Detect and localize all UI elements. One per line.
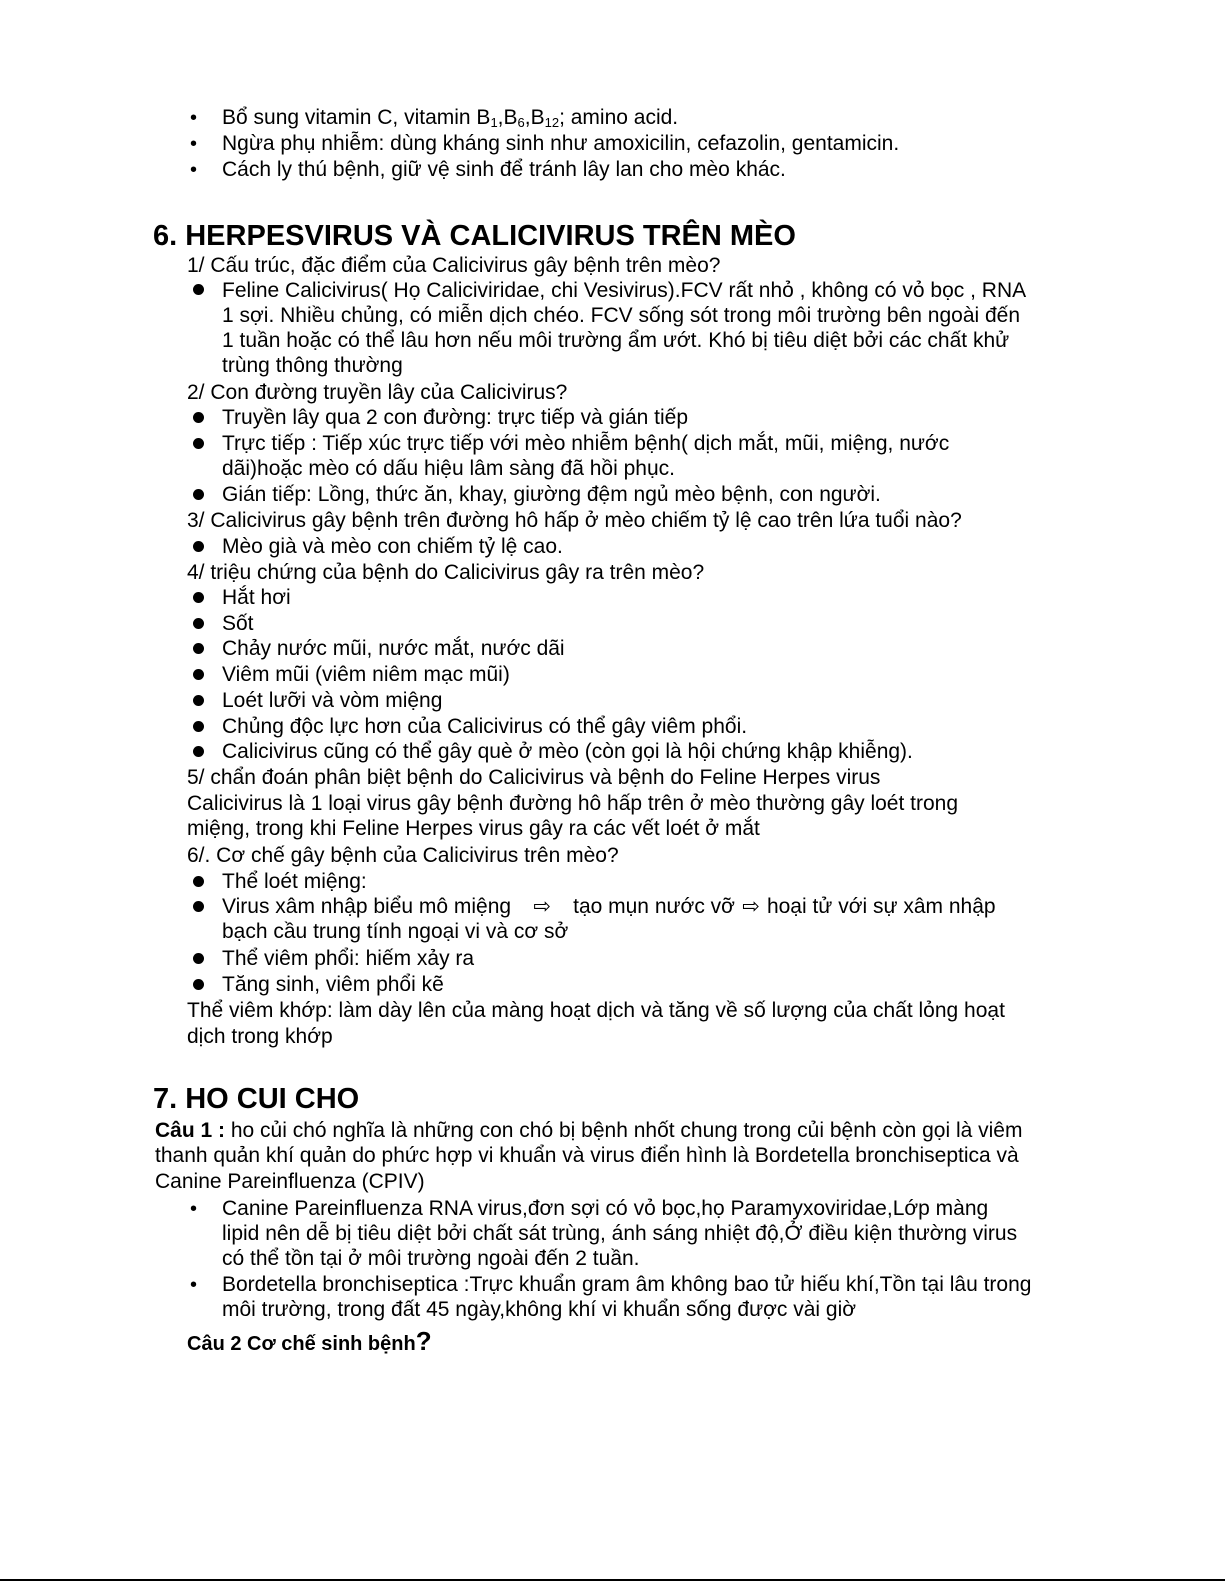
bullet-disc (193, 669, 204, 680)
question-mark: ? (415, 1326, 432, 1356)
vitamin-prefix: Bổ sung vitamin C, vitamin B (222, 106, 491, 129)
symptom-item: Loét lưỡi và vòm miệng (222, 689, 443, 712)
cpiv-line-3: có thể tồn tại ở môi trường ngoài đến 2 tuần. (222, 1247, 640, 1270)
bullet-dot: • (190, 133, 198, 155)
answer-2-item-3: Gián tiếp: Lồng, thức ăn, khay, giường đệm ngủ mèo bệnh, con người. (222, 483, 881, 506)
bullet-disc (193, 592, 204, 603)
mechanism-step-1: Virus xâm nhập biểu mô miệng (222, 895, 512, 918)
cau-1-line-2: thanh quản khí quản do phức hợp vi khuẩn và virus điển hình là Bordetella bronchiseptica và (155, 1144, 1019, 1167)
answer-2-item-2-line-1: Trực tiếp : Tiếp xúc trực tiếp với mèo nhiễm bệnh( dịch mắt, mũi, miệng, nước (222, 432, 950, 455)
bullet-disc (193, 618, 204, 629)
symptom-item: Sốt (222, 612, 254, 635)
subscript-6: 6 (517, 115, 525, 130)
vitamin-bullet (222, 105, 678, 131)
cau-1-line-1 (155, 1118, 1022, 1144)
bullet-dot: • (190, 107, 198, 129)
bullet-disc (193, 979, 204, 990)
cpiv-line-2: lipid nên dễ bị tiêu diệt bởi chất sát trùng, ánh sáng nhiệt độ,Ở điều kiện thường virus (222, 1222, 1018, 1245)
cau-2-heading (187, 1328, 432, 1357)
arrow-icon: ⇨ (742, 895, 760, 918)
symptom-item: Calicivirus cũng có thể gây què ở mèo (còn gọi là hội chứng khập khiễng). (222, 740, 913, 763)
answer-2-item-2-line-2: dãi)hoặc mèo có dấu hiệu lâm sàng đã hồi phục. (222, 457, 675, 480)
page-bottom-rule (0, 1579, 1225, 1581)
bullet-dot: • (190, 1274, 198, 1296)
cpiv-line-1: Canine Pareinfluenza RNA virus,đơn sợi có vỏ bọc,họ Paramyxoviridae,Lớp màng (222, 1197, 989, 1220)
symptom-item: Hắt hơi (222, 586, 291, 609)
answer-3: Mèo già và mèo con chiếm tỷ lệ cao. (222, 535, 563, 558)
subscript-1: 1 (490, 115, 498, 130)
symptom-item: Chảy nước mũi, nước mắt, nước dãi (222, 637, 565, 660)
answer-2-item-1: Truyền lây qua 2 con đường: trực tiếp và gián tiếp (222, 406, 689, 429)
bullet-disc (193, 284, 204, 295)
question-5: 5/ chẩn đoán phân biệt bệnh do Calicivirus và bệnh do Feline Herpes virus (187, 766, 881, 789)
bullet-dot: • (190, 1198, 198, 1220)
mechanism-item-2 (222, 894, 996, 920)
arrow-icon: ⇨ (533, 895, 551, 918)
mechanism-step-3: hoại tử với sự xâm nhập (766, 895, 996, 918)
answer-1-line-4: trùng thông thường (222, 354, 403, 377)
bullet-disc (193, 721, 204, 732)
bordetella-line-2: môi trường, trong đất 45 ngày,không khí vi khuẩn sống được vài giờ (222, 1298, 857, 1321)
bullet-disc (193, 489, 204, 500)
answer-1-line-2: 1 sợi. Nhiều chủng, có miễn dịch chéo. FCV sống sót trong môi trường bên ngoài đến (222, 304, 1021, 327)
cau-1-text: ho củi chó nghĩa là những con chó bị bệnh nhốt chung trong củi bệnh còn gọi là viêm (225, 1119, 1023, 1142)
answer-5-line-1: Calicivirus là 1 loại virus gây bệnh đường hô hấp trên ở mèo thường gây loét trong (187, 792, 959, 815)
bullet-disc (193, 746, 204, 757)
mechanism-step-2: tạo mụn nước vỡ (573, 895, 735, 918)
bullet-disc (193, 901, 204, 912)
section-7-heading: 7. HO CUI CHO (153, 1083, 360, 1115)
mechanism-tail-line-1: Thể viêm khớp: làm dày lên của màng hoạt dịch và tăng về số lượng của chất lỏng hoạt (187, 999, 1005, 1022)
section-6-heading: 6. HERPESVIRUS VÀ CALICIVIRUS TRÊN MÈO (153, 220, 796, 252)
bullet-disc (193, 438, 204, 449)
bullet-disc (193, 541, 204, 552)
question-4: 4/ triệu chứng của bệnh do Calicivirus gây ra trên mèo? (187, 561, 705, 584)
vitamin-sep-1: ,B (497, 106, 518, 129)
symptom-item: Viêm mũi (viêm niêm mạc mũi) (222, 663, 510, 686)
cau-1-line-3: Canine Pareinfluenza (CPIV) (155, 1170, 425, 1193)
bullet-disc (193, 412, 204, 423)
answer-1-line-1: Feline Calicivirus( Họ Caliciviridae, chi Vesivirus).FCV rất nhỏ , không có vỏ bọc , RNA (222, 279, 1027, 302)
vitamin-suffix: ; amino acid. (559, 106, 679, 129)
answer-1-line-3: 1 tuần hoặc có thể lâu hơn nếu môi trường ẩm ướt. Khó bị tiêu diệt bởi các chất khử (222, 329, 1010, 352)
cau-2-text: Câu 2 Cơ chế sinh bệnh (187, 1333, 416, 1355)
question-6: 6/. Cơ chế gây bệnh của Calicivirus trên mèo? (187, 844, 619, 867)
mechanism-item-2-line-2: bạch cầu trung tính ngoại vi và cơ sở (222, 920, 569, 943)
question-1: 1/ Cấu trúc, đặc điểm của Calicivirus gây bệnh trên mèo? (187, 254, 721, 277)
symptom-item: Chủng độc lực hơn của Calicivirus có thể gây viêm phổi. (222, 715, 748, 738)
question-3: 3/ Calicivirus gây bệnh trên đường hô hấp ở mèo chiếm tỷ lệ cao trên lứa tuổi nào? (187, 509, 962, 532)
cau-1-label: Câu 1 : (155, 1119, 226, 1142)
antibiotic-bullet: Ngừa phụ nhiễm: dùng kháng sinh như amoxicilin, cefazolin, gentamicin. (222, 132, 900, 155)
bullet-disc (193, 643, 204, 654)
bullet-dot: • (190, 159, 198, 181)
bordetella-line-1: Bordetella bronchiseptica :Trực khuẩn gram âm không bao tử hiếu khí,Tồn tại lâu trong (222, 1273, 1032, 1296)
vitamin-sep-2: ,B (524, 106, 545, 129)
bullet-disc (193, 695, 204, 706)
mechanism-item-3: Thể viêm phổi: hiếm xảy ra (222, 947, 475, 970)
mechanism-tail-line-2: dịch trong khớp (187, 1025, 333, 1048)
subscript-12: 12 (544, 115, 560, 130)
isolation-bullet: Cách ly thú bệnh, giữ vệ sinh để tránh lây lan cho mèo khác. (222, 158, 786, 181)
mechanism-item-4: Tăng sinh, viêm phổi kẽ (222, 973, 444, 996)
bullet-disc (193, 953, 204, 964)
answer-5-line-2: miệng, trong khi Feline Herpes virus gây ra các vết loét ở mắt (187, 817, 760, 840)
question-2: 2/ Con đường truyền lây của Calicivirus? (187, 381, 568, 404)
bullet-disc (193, 876, 204, 887)
mechanism-item-1: Thể loét miệng: (222, 870, 367, 893)
